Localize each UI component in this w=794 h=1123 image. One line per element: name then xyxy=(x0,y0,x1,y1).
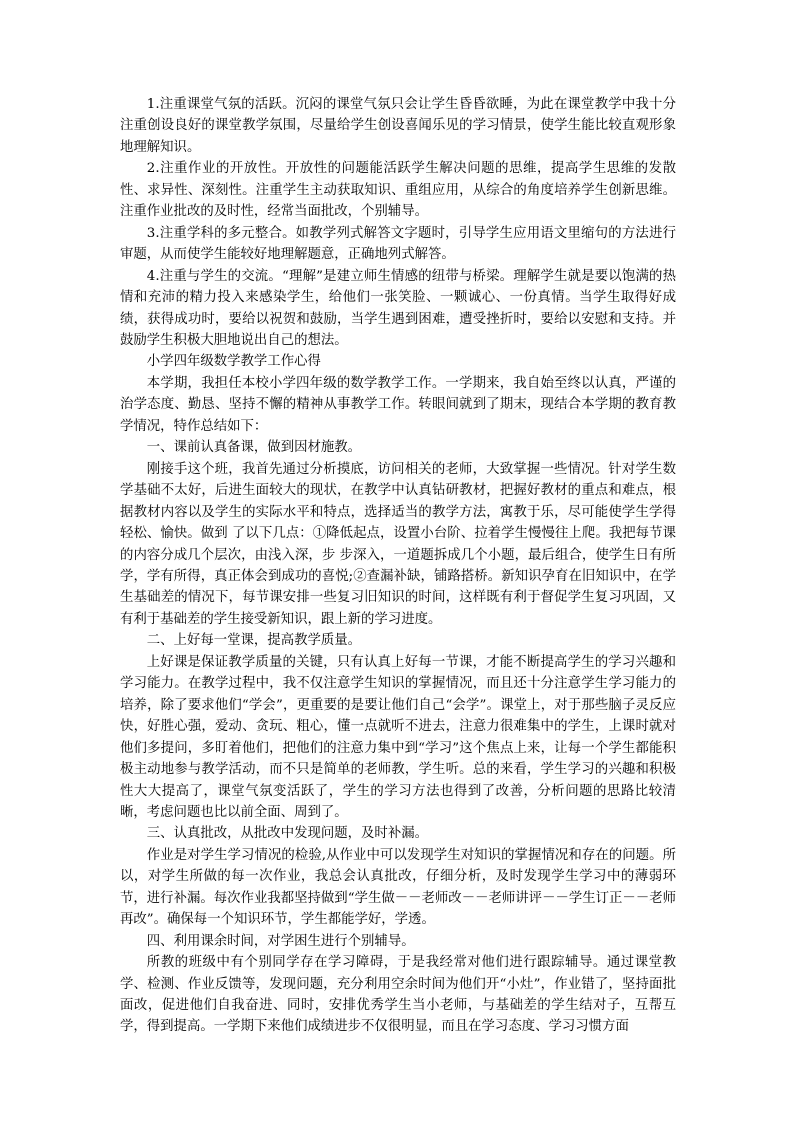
heading-individual-tutoring: 四、利用课余时间，对学困生进行个别辅导。 xyxy=(146,933,415,949)
heading-lesson-preparation: 一、课前认真备课，做到因材施教。 xyxy=(146,440,362,456)
heading-teaching-quality: 二、上好每一堂课，提高教学质量。 xyxy=(146,633,362,649)
paragraph-introduction: 本学期，我担任本校小学四年级的数学教学工作。一学期来，我自始至终以认真，严谨的治学态度、勤恳、坚持不懈的精神从事教学工作。转眼间就到了期末，现结合本学期的教育教学情况，特作总结如下： xyxy=(120,375,676,434)
paragraph-individual-tutoring: 所教的班级中有个别同学存在学习障碍，于是我经常对他们进行跟踪辅导。通过课堂教学、检测、作业反馈等，发现问题，充分利用空余时间为他们开“小灶”，作业错了，坚持面批面改，促进他们自我奋进、同时，安排优秀学生当小老师，与基础差的学生结对子，互帮互学，得到提高。一学期下来他们成绩进步不仅很明显，而且在学习态度、学习习惯方面 xyxy=(120,955,676,1035)
heading-homework-correction: 三、认真批改，从批改中发现问题，及时补漏。 xyxy=(146,826,428,842)
paragraph-teaching-quality: 上好课是保证教学质量的关键，只有认真上好每一节课，才能不断提高学生的学习兴趣和学习能力。在教学过程中，我不仅注意学生知识的掌握情况，而且还十分注意学生学习能力的培养，除了要求他们“学会”，更重要的是要让他们自己“会学”。课堂上，对于那些脑子灵反应快，好胜心强，爱动、贪玩、粗心，懂一点就听不进去，注意力很难集中的学生，上课时就对他们多提问，多盯着他们，把他们的注意力集中到“学习”这个焦点上来，让每一个学生都能积极主动地参与教学活动，而不只是简单的老师教，学生听。总的来看，学生学习的兴趣和积极性大大提高了，课堂气氛变活跃了，学生的学习方法也得到了改善，分析问题的思路比较清晰，考虑问题也比以前全面、周到了。 xyxy=(120,654,676,820)
paragraph-homework-correction: 作业是对学生学习情况的检验,从作业中可以发现学生对知识的掌握情况和存在的问题。所以，对学生所做的每一次作业，我总会认真批改，仔细分析，及时发现学生学习中的薄弱环节，进行补漏。每次作业我都坚持做到“学生做－－老师改－－老师讲评－－学生订正－－老师再改”。确保每一个知识环节，学生都能学好，学透。 xyxy=(120,847,676,928)
paragraph-homework-openness: 2.注重作业的开放性。开放性的问题能活跃学生解决问题的思维，提高学生思维的发散性、求异性、深刻性。注重学生主动获取知识、重组应用，从综合的角度培养学生创新思维。注重作业批改的及时性，经常当面批改，个别辅导。 xyxy=(120,161,676,220)
section-title: 小学四年级数学教学工作心得 xyxy=(146,354,321,370)
paragraph-classroom-atmosphere: 1.注重课堂气氛的活跃。沉闷的课堂气氛只会让学生昏昏欲睡，为此在课堂教学中我十分注重创设良好的课堂教学氛围，尽量给学生创设喜闻乐见的学习情景，使学生能比较直观形象地理解知识。 xyxy=(120,97,676,155)
paragraph-lesson-preparation: 刚接手这个班，我首先通过分析摸底，访问相关的老师，大致掌握一些情况。针对学生数学基础不太好，后进生面较大的现状，在教学中认真钻研教材，把握好教材的重点和难点，根据教材内容以及学生的实际水平和特点，选择适当的教学方法，寓教于乐，尽可能使学生学得轻松、愉快。做到 了以下几点：①降低起点，设置小台阶、拉着学生慢慢往上爬。我把每节课的内容分成几个层次，由浅入深，步 步深入，一道题拆成几个小题，最后组合，使学生日有所学，学有所得，真正体会到成功的喜悦;②查漏补缺，铺路搭桥。新知识孕育在旧知识中，在学生基础差的情况下，每节课安排一些复习旧知识的时间，这样既有利于督促学生复习巩固，又有利于基础差的学生接受新知识，跟上新的学习进度。 xyxy=(120,461,676,627)
document-body xyxy=(120,94,676,1038)
paragraph-subject-integration: 3.注重学科的多元整合。如教学列式解答文字题时，引导学生应用语文里缩句的方法进行审题，从而使学生能较好地理解题意，正确地列式解答。 xyxy=(120,225,676,263)
paragraph-student-communication: 4.注重与学生的交流。“理解”是建立师生情感的纽带与桥梁。理解学生就是要以饱满的热情和充沛的精力投入来感染学生，给他们一张笑脸、一颗诚心、一份真情。当学生取得好成绩，获得成功时，要给以祝贺和鼓励，当学生遇到困难，遭受挫折时，要给以安慰和支持。并鼓励学生积极大胆地说出自己的想法。 xyxy=(120,268,676,348)
